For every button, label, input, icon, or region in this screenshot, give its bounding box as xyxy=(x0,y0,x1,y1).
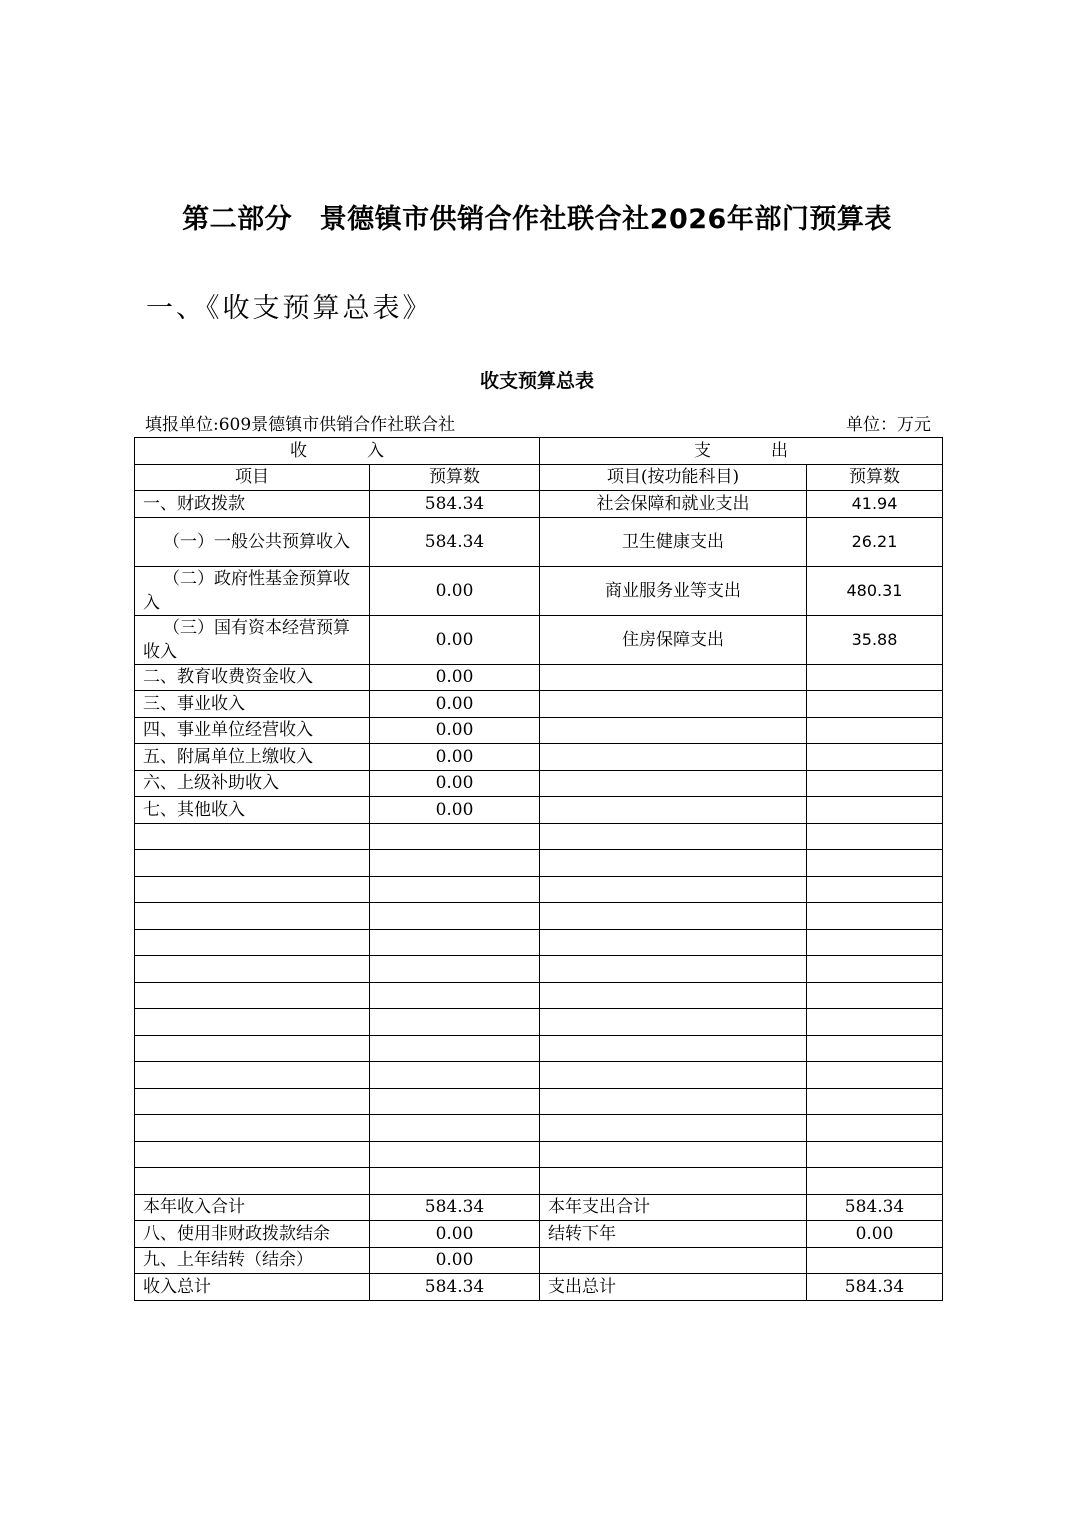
empty-cell xyxy=(807,1168,943,1195)
empty-row xyxy=(135,903,943,930)
income-item-cell: 六、上级补助收入 xyxy=(135,770,370,797)
empty-cell xyxy=(370,1009,540,1036)
empty-row xyxy=(135,1141,943,1168)
empty-cell xyxy=(370,1062,540,1089)
column-header-row xyxy=(135,464,943,491)
expense-amount-cell xyxy=(807,691,943,718)
empty-cell xyxy=(135,823,370,850)
empty-cell xyxy=(807,956,943,983)
income-amount-cell: 0.00 xyxy=(370,664,540,691)
income-amount-cell: 0.00 xyxy=(370,744,540,771)
table-body xyxy=(135,438,943,1301)
income-item-cell: 四、事业单位经营收入 xyxy=(135,717,370,744)
empty-cell xyxy=(370,982,540,1009)
income-amount-cell: 0.00 xyxy=(370,1247,540,1274)
empty-cell xyxy=(540,823,807,850)
empty-row xyxy=(135,1035,943,1062)
empty-cell xyxy=(370,1115,540,1142)
expense-amount-cell: 0.00 xyxy=(807,1221,943,1248)
group-header-row xyxy=(135,438,943,465)
empty-cell xyxy=(370,1168,540,1195)
empty-cell xyxy=(370,956,540,983)
income-amount-cell: 0.00 xyxy=(370,797,540,824)
page-title: 第二部分 景德镇市供销合作社联合社2026年部门预算表 xyxy=(182,204,892,235)
empty-cell xyxy=(370,1141,540,1168)
empty-cell xyxy=(135,1115,370,1142)
expense-item-cell xyxy=(540,744,807,771)
expense-item-cell: 结转下年 xyxy=(540,1221,807,1248)
income-group-header: 收入 xyxy=(135,438,540,465)
income-amount-cell: 0.00 xyxy=(370,615,540,664)
expense-amount-cell: 584.34 xyxy=(807,1274,943,1301)
income-item-cell: （一）一般公共预算收入 xyxy=(135,517,370,566)
empty-cell xyxy=(540,1088,807,1115)
empty-row xyxy=(135,1168,943,1195)
expense-item-cell xyxy=(540,717,807,744)
income-item-header: 项目 xyxy=(135,464,370,491)
empty-cell xyxy=(370,876,540,903)
empty-cell xyxy=(135,1168,370,1195)
income-amount-cell: 0.00 xyxy=(370,1221,540,1248)
income-amount-cell: 584.34 xyxy=(370,517,540,566)
empty-cell xyxy=(540,876,807,903)
table-row xyxy=(135,797,943,824)
empty-cell xyxy=(807,903,943,930)
empty-cell xyxy=(135,1035,370,1062)
empty-cell xyxy=(807,876,943,903)
expense-item-cell: 商业服务业等支出 xyxy=(540,566,807,615)
income-amount-cell: 0.00 xyxy=(370,717,540,744)
expense-item-cell xyxy=(540,797,807,824)
empty-cell xyxy=(540,956,807,983)
empty-cell xyxy=(135,1009,370,1036)
income-item-cell: 九、上年结转（结余） xyxy=(135,1247,370,1274)
table-row xyxy=(135,744,943,771)
empty-cell xyxy=(370,903,540,930)
income-item-cell: 七、其他收入 xyxy=(135,797,370,824)
empty-cell xyxy=(540,982,807,1009)
expense-item-header: 项目(按功能科目) xyxy=(540,464,807,491)
expense-amount-cell xyxy=(807,770,943,797)
empty-cell xyxy=(135,1062,370,1089)
empty-cell xyxy=(807,1141,943,1168)
empty-row xyxy=(135,929,943,956)
empty-cell xyxy=(540,903,807,930)
empty-cell xyxy=(135,1141,370,1168)
empty-cell xyxy=(135,956,370,983)
section-heading: 一、《收支预算总表》 xyxy=(146,293,433,324)
expense-amount-cell xyxy=(807,744,943,771)
income-item-cell: 收入总计 xyxy=(135,1274,370,1301)
empty-row xyxy=(135,823,943,850)
empty-cell xyxy=(540,850,807,877)
table-row xyxy=(135,517,943,566)
expense-amount-header: 预算数 xyxy=(807,464,943,491)
table-row xyxy=(135,1221,943,1248)
expense-amount-cell xyxy=(807,717,943,744)
income-amount-cell: 584.34 xyxy=(370,1194,540,1221)
income-amount-cell: 0.00 xyxy=(370,770,540,797)
empty-row xyxy=(135,982,943,1009)
empty-cell xyxy=(135,876,370,903)
empty-row xyxy=(135,876,943,903)
empty-row xyxy=(135,1115,943,1142)
empty-cell xyxy=(807,1009,943,1036)
empty-cell xyxy=(540,1062,807,1089)
table-title: 收支预算总表 xyxy=(479,370,594,392)
reporting-unit: 填报单位:609景德镇市供销合作社联合社 xyxy=(145,415,456,435)
income-item-cell: （三）国有资本经营预算收入 xyxy=(135,615,370,664)
expense-group-header: 支出 xyxy=(540,438,943,465)
empty-cell xyxy=(540,1009,807,1036)
empty-cell xyxy=(540,1115,807,1142)
expense-item-cell: 本年支出合计 xyxy=(540,1194,807,1221)
empty-row xyxy=(135,1088,943,1115)
expense-amount-cell: 35.88 xyxy=(807,615,943,664)
income-item-cell: 三、事业收入 xyxy=(135,691,370,718)
table-row xyxy=(135,664,943,691)
table-row xyxy=(135,1194,943,1221)
expense-item-cell: 住房保障支出 xyxy=(540,615,807,664)
empty-cell xyxy=(807,929,943,956)
expense-item-cell xyxy=(540,664,807,691)
empty-cell xyxy=(540,1035,807,1062)
income-item-cell: 二、教育收费资金收入 xyxy=(135,664,370,691)
expense-item-cell xyxy=(540,770,807,797)
empty-row xyxy=(135,850,943,877)
expense-item-cell xyxy=(540,691,807,718)
table-row xyxy=(135,491,943,518)
expense-amount-cell: 480.31 xyxy=(807,566,943,615)
expense-amount-cell xyxy=(807,1247,943,1274)
income-item-cell: 本年收入合计 xyxy=(135,1194,370,1221)
empty-cell xyxy=(370,850,540,877)
table-row xyxy=(135,1274,943,1301)
expense-amount-cell xyxy=(807,664,943,691)
empty-cell xyxy=(135,1088,370,1115)
empty-cell xyxy=(807,1062,943,1089)
empty-cell xyxy=(807,1115,943,1142)
empty-row xyxy=(135,1062,943,1089)
income-item-cell: 五、附属单位上缴收入 xyxy=(135,744,370,771)
expense-amount-cell xyxy=(807,797,943,824)
empty-cell xyxy=(807,850,943,877)
empty-cell xyxy=(135,850,370,877)
table-row xyxy=(135,615,943,664)
empty-cell xyxy=(370,1088,540,1115)
empty-cell xyxy=(540,1168,807,1195)
expense-item-cell: 社会保障和就业支出 xyxy=(540,491,807,518)
expense-item-cell xyxy=(540,1247,807,1274)
empty-cell xyxy=(807,1088,943,1115)
empty-cell xyxy=(135,929,370,956)
expense-item-cell: 卫生健康支出 xyxy=(540,517,807,566)
expense-amount-cell: 584.34 xyxy=(807,1194,943,1221)
empty-cell xyxy=(370,823,540,850)
currency-unit: 单位：万元 xyxy=(846,415,931,435)
expense-amount-cell: 41.94 xyxy=(807,491,943,518)
empty-row xyxy=(135,956,943,983)
empty-cell xyxy=(370,929,540,956)
empty-row xyxy=(135,1009,943,1036)
table-row xyxy=(135,1247,943,1274)
empty-cell xyxy=(540,929,807,956)
income-amount-cell: 584.34 xyxy=(370,491,540,518)
empty-cell xyxy=(807,1035,943,1062)
empty-cell xyxy=(135,903,370,930)
table-row xyxy=(135,566,943,615)
empty-cell xyxy=(370,1035,540,1062)
budget-summary-table xyxy=(134,437,943,1301)
empty-cell xyxy=(807,823,943,850)
table-row xyxy=(135,770,943,797)
expense-amount-cell: 26.21 xyxy=(807,517,943,566)
income-item-cell: 八、使用非财政拨款结余 xyxy=(135,1221,370,1248)
table-row xyxy=(135,717,943,744)
income-item-cell: （二）政府性基金预算收入 xyxy=(135,566,370,615)
income-amount-header: 预算数 xyxy=(370,464,540,491)
expense-item-cell: 支出总计 xyxy=(540,1274,807,1301)
income-amount-cell: 584.34 xyxy=(370,1274,540,1301)
income-amount-cell: 0.00 xyxy=(370,691,540,718)
income-amount-cell: 0.00 xyxy=(370,566,540,615)
empty-cell xyxy=(807,982,943,1009)
empty-cell xyxy=(135,982,370,1009)
empty-cell xyxy=(540,1141,807,1168)
table-row xyxy=(135,691,943,718)
income-item-cell: 一、财政拨款 xyxy=(135,491,370,518)
